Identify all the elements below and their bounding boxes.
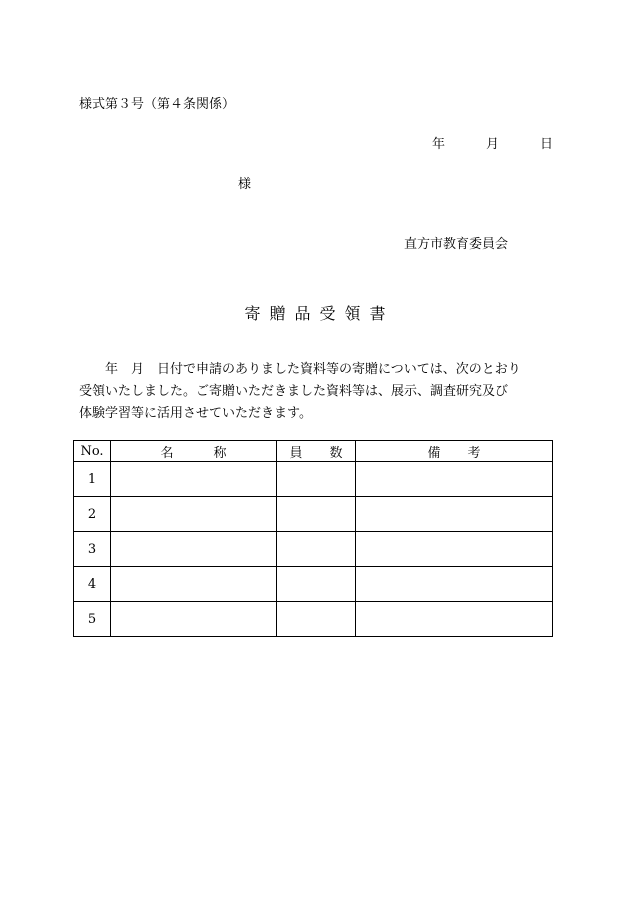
header-remarks-char-1: 備 [427, 445, 441, 461]
date-day-label: 日 [540, 137, 554, 152]
body-line-1: 年 月 日付で申請のありました資料等の寄贈については、次のとおり [105, 362, 521, 377]
header-count-char-2: 数 [329, 445, 343, 461]
row-remarks-cell[interactable] [356, 532, 553, 567]
row-count-cell[interactable] [277, 532, 356, 567]
issuer-name: 直方市教育委員会 [404, 237, 509, 252]
row-name-cell[interactable] [111, 462, 277, 497]
header-name-char-1: 名 [160, 445, 174, 461]
row-remarks-cell[interactable] [356, 462, 553, 497]
table-row [74, 602, 553, 637]
row-name-cell[interactable] [111, 602, 277, 637]
body-line-3: 体験学習等に活用させていただきます。 [79, 406, 312, 421]
row-number: 5 [74, 602, 111, 637]
header-count-char-1: 員 [289, 445, 303, 461]
body-line-2: 受領いたしました。ご寄贈いただきました資料等は、展示、調査研究及び [79, 384, 509, 399]
header-remarks-char-2: 考 [467, 445, 481, 461]
row-remarks-cell[interactable] [356, 602, 553, 637]
header-no: No. [74, 441, 111, 462]
table-row [74, 567, 553, 602]
table-row [74, 462, 553, 497]
document-title: 寄贈品受領書 [244, 304, 395, 323]
row-number: 3 [74, 532, 111, 567]
header-name [111, 441, 277, 462]
date-month-label: 月 [486, 137, 500, 152]
header-count [277, 441, 356, 462]
header-name-char-2: 称 [213, 445, 227, 461]
row-remarks-cell[interactable] [356, 497, 553, 532]
row-count-cell[interactable] [277, 497, 356, 532]
row-name-cell[interactable] [111, 567, 277, 602]
row-number: 4 [74, 567, 111, 602]
header-remarks [356, 441, 553, 462]
row-name-cell[interactable] [111, 532, 277, 567]
row-count-cell[interactable] [277, 602, 356, 637]
table-row [74, 497, 553, 532]
table-row [74, 532, 553, 567]
row-number: 2 [74, 497, 111, 532]
table-header-row [74, 441, 553, 462]
row-count-cell[interactable] [277, 567, 356, 602]
row-name-cell[interactable] [111, 497, 277, 532]
date-year-label: 年 [432, 137, 446, 152]
body-text [79, 359, 553, 425]
row-remarks-cell[interactable] [356, 567, 553, 602]
form-number: 様式第３号（第４条関係） [79, 97, 236, 112]
items-table [73, 440, 553, 637]
row-number: 1 [74, 462, 111, 497]
addressee-suffix: 様 [238, 177, 252, 192]
row-count-cell[interactable] [277, 462, 356, 497]
